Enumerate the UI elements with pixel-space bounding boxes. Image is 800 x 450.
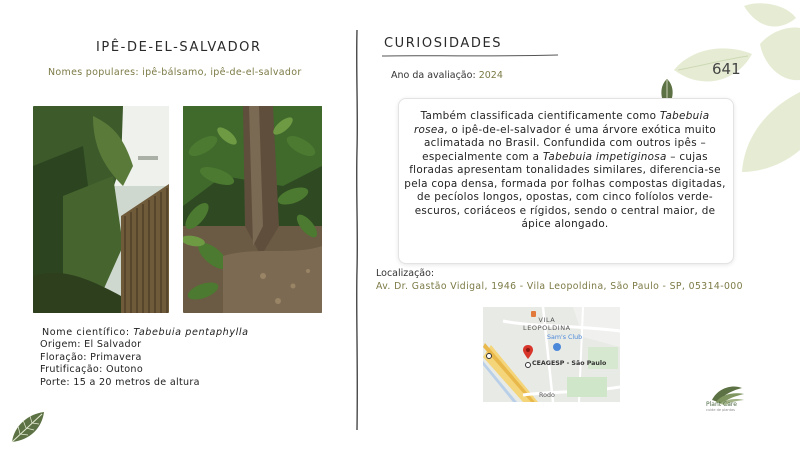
page-title: IPÊ-DE-EL-SALVADOR: [96, 40, 262, 55]
logo-name: Plant Care: [706, 401, 737, 408]
scientific-name-rosea: Tabebuia rosea: [413, 110, 710, 136]
curiosities-text-3: – cujas floradas apresentam tonalidades similares, diferencia-se pela copa densa, formada por folhas compostas digitadas, de pecíolos longos, opostas, com cinco folíolos verde-escuros, coriáceos e rígidos, sendo o central maior, de ápice alongado.: [404, 150, 726, 230]
origin: Origem: El Salvador: [40, 339, 142, 351]
page-number: 641: [712, 60, 741, 78]
map-pin-icon: [523, 345, 533, 359]
curiosities-title: CURIOSIDADES: [384, 36, 503, 51]
map-store-label: Sam's Club: [547, 334, 583, 341]
tree-details: [40, 327, 249, 389]
tree-photo-fence: [33, 106, 169, 313]
map-marker-icon: [486, 353, 492, 359]
location-map[interactable]: [483, 307, 620, 402]
scientific-name-row: [40, 327, 249, 339]
title-underline: [382, 53, 558, 59]
location-address: Av. Dr. Gastão Vidigal, 1946 - Vila Leopoldina, São Paulo - SP, 05314-000: [376, 281, 743, 292]
column-divider: [352, 30, 362, 430]
map-store-icon: [553, 343, 561, 351]
curiosities-text: [404, 110, 726, 232]
curiosities-text-1: Também classificada cientificamente como: [420, 110, 657, 122]
scientific-name-label: Nome científico:: [42, 327, 134, 338]
scientific-name: Tabebuia pentaphylla: [133, 327, 249, 338]
fruiting: Frutificação: Outono: [40, 364, 143, 376]
location-label: Localização:: [376, 268, 435, 279]
map-road-label: Rodo: [539, 392, 555, 399]
size: Porte: 15 a 20 metros de altura: [40, 376, 200, 388]
map-district-label: [523, 316, 571, 332]
map-district-line-1: VILA: [538, 316, 556, 324]
leaf-icon: [8, 408, 48, 446]
map-pin-marker: [525, 362, 531, 368]
scientific-name-impetiginosa: Tabebuia impetiginosa: [542, 150, 667, 163]
flowering: Floração: Primavera: [40, 351, 142, 363]
map-poi-icon: [531, 311, 536, 317]
map-pin-label: CEAGESP - São Paulo: [532, 360, 607, 367]
evaluation-year-label: Ano da avaliação:: [391, 70, 476, 81]
popular-names: Nomes populares: ipê-bálsamo, ipê-de-el-salvador: [48, 67, 302, 78]
curiosities-text-2: , o ipê-de-el-salvador é uma árvore exótica muito aclimatada no Brasil. Confundida com outros ipês – especialmente com a: [422, 123, 717, 163]
evaluation-year: [391, 70, 503, 81]
evaluation-year-value: 2024: [478, 70, 503, 81]
tree-photo-trunk: [183, 106, 322, 313]
map-district-line-2: LEOPOLDINA: [523, 324, 571, 332]
logo-tagline: cuide de plantas: [706, 408, 735, 412]
